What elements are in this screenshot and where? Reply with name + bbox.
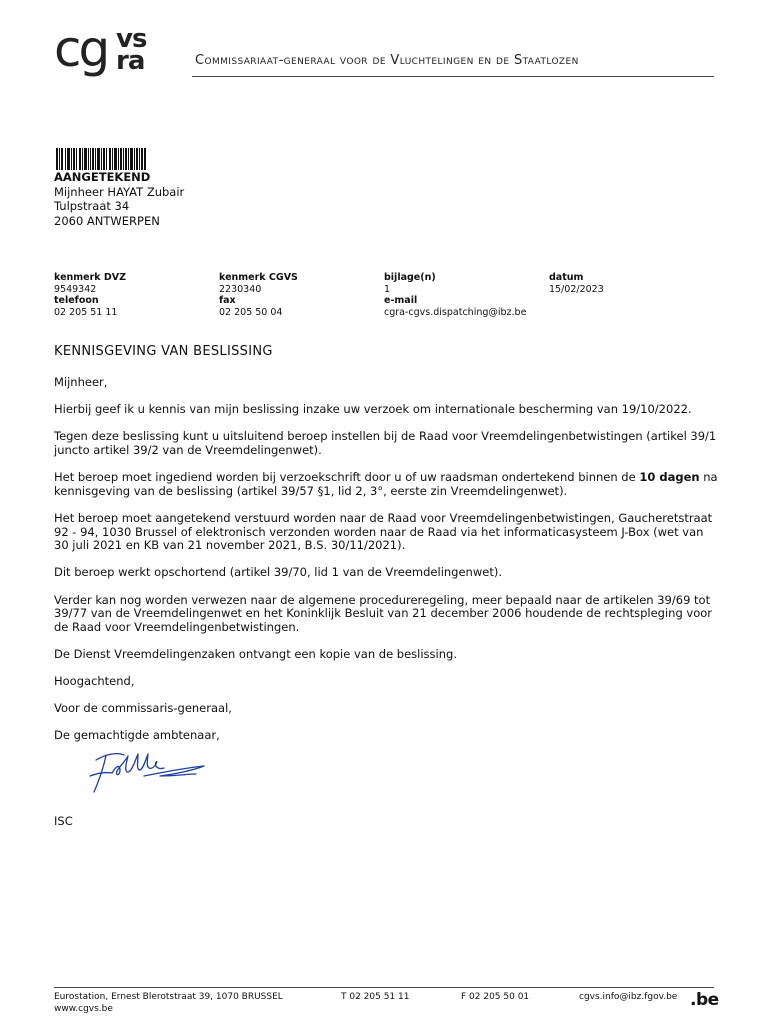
email-label: e-mail xyxy=(384,295,418,306)
paragraph-5: Dit beroep werkt opschortend (artikel 39/70, lid 1 van de Vreemdelingenwet). xyxy=(54,565,502,580)
footer-website: www.cgvs.be xyxy=(54,1004,113,1014)
recipient-city: 2060 ANTWERPEN xyxy=(54,213,160,228)
datum-value: 15/02/2023 xyxy=(549,283,604,295)
fax-value: 02 205 50 04 xyxy=(219,306,283,318)
fax-label: fax xyxy=(219,295,236,306)
handwritten-signature xyxy=(84,746,210,796)
meta-col-datum xyxy=(549,272,604,295)
paragraph-6: Verder kan nog worden verwezen naar de algemene procedureregeling, meer bepaald naar de artikelen 39/69 tot 39/77 van de Vreemdelingenwet en het Koninklijk Besluit van 21 december 2006 houdende de rechtspleging voor de Raad voor Vreemdelingenbetwistingen. xyxy=(54,592,713,634)
bijlage-label: bijlage(n) xyxy=(384,272,436,283)
footer-address: Eurostation, Ernest Blerotstraat 39, 1070 BRUSSEL xyxy=(54,992,283,1002)
recipient-name: Mijnheer HAYAT Zubair xyxy=(54,184,185,199)
paragraph-2: Tegen deze beslissing kunt u uitsluitend beroep instellen bij de Raad voor Vreemdelingenbetwistingen (artikel 39/1 juncto artikel 39/2 van de Vreemdelingenwet). xyxy=(54,429,717,457)
paragraph-4: Het beroep moet aangetekend verstuurd worden naar de Raad voor Vreemdelingenbetwistingen, Gaucheretstraat 92 - 94, 1030 Brussel of elektronisch verzonden worden naar de Raad via het informaticasysteem J-Box (wet van 30 juli 2021 en KB van 21 november 2021, B.S. 30/11/2021). xyxy=(54,510,713,553)
footer-address-block xyxy=(54,991,283,1015)
kenmerk-dvz-label: kenmerk DVZ xyxy=(54,272,127,283)
meta-col-dvz xyxy=(54,272,126,318)
datum-label: datum xyxy=(549,272,584,283)
kenmerk-dvz-value: 9549342 xyxy=(54,283,97,295)
deadline-emphasis: 10 dagen xyxy=(639,470,700,485)
paragraph-1: Hierbij geef ik u kennis van mijn beslissing inzake uw verzoek om internationale bescherming van 19/10/2022. xyxy=(54,402,692,417)
closing-on-behalf: Voor de commissaris-generaal, xyxy=(54,701,232,716)
kenmerk-cgvs-value: 2230340 xyxy=(219,283,262,295)
cgvs-logo xyxy=(54,20,176,80)
closing-official: De gemachtigde ambtenaar, xyxy=(54,728,220,743)
organization-title: Commissariaat-generaal voor de Vluchtelingen en de Staatlozen xyxy=(195,53,579,68)
footer-email: cgvs.info@ibz.fgov.be xyxy=(579,992,678,1002)
recipient-street: Tulpstraat 34 xyxy=(54,199,130,213)
signoff-initials: ISC xyxy=(54,814,73,828)
paragraph-3-before: Het beroep moet ingediend worden bij verzoekschrift door u of uw raadsman ondertekend binnen de xyxy=(54,470,640,485)
kenmerk-cgvs-label: kenmerk CGVS xyxy=(219,272,298,283)
belgium-be-logo: .be xyxy=(690,990,719,1010)
barcode-icon xyxy=(56,148,146,170)
meta-col-cgvs xyxy=(219,272,298,318)
meta-col-bijlage xyxy=(384,272,526,318)
registered-label: AANGETEKEND xyxy=(54,170,151,184)
recipient-address xyxy=(54,170,184,228)
footer-fax: F 02 205 50 01 xyxy=(461,992,530,1002)
document-heading: KENNISGEVING VAN BESLISSING xyxy=(54,344,273,359)
logo-top-text: vs xyxy=(116,24,147,54)
telefoon-value: 02 205 51 11 xyxy=(54,306,118,318)
footer-divider xyxy=(54,987,714,988)
logo-bottom-text: ra xyxy=(116,46,145,76)
email-value: cgra-cgvs.dispatching@ibz.be xyxy=(384,306,527,318)
paragraph-3 xyxy=(54,471,718,498)
salutation: Mijnheer, xyxy=(54,375,108,389)
header-divider xyxy=(192,76,714,77)
logo-main-text: cg xyxy=(54,20,108,78)
closing-greeting: Hoogachtend, xyxy=(54,674,135,689)
paragraph-7: De Dienst Vreemdelingenzaken ontvangt een kopie van de beslissing. xyxy=(54,646,457,661)
paragraph-3-after: na kennisgeving van de beslissing (artikel 39/57 §1, lid 2, 3°, eerste zin Vreemdelingenwet). xyxy=(54,470,718,498)
letter-body xyxy=(54,376,718,757)
telefoon-label: telefoon xyxy=(54,295,99,306)
footer-phone: T 02 205 51 11 xyxy=(341,992,410,1002)
bijlage-value: 1 xyxy=(384,283,391,295)
